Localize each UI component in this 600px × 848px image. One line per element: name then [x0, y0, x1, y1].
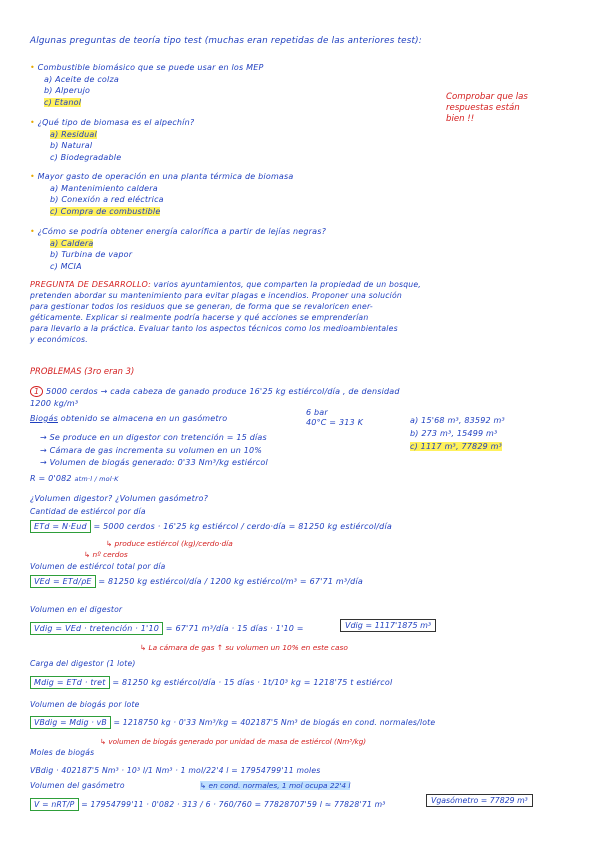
- bullet-icon: •: [30, 118, 38, 127]
- option: b) Conexión a red eléctrica: [50, 195, 164, 204]
- question-text: ¿Qué tipo de biomasa es el alpechín?: [37, 118, 195, 127]
- question-text: Mayor gasto de operación en una planta térmica de biomasa: [37, 172, 294, 181]
- bullet-icon: •: [30, 227, 38, 236]
- statement-line: 1200 kg/m³: [30, 399, 79, 408]
- essay-line: varios ayuntamientos, que comparten la propiedad de un bosque,: [153, 280, 421, 289]
- option: b) Turbina de vapor: [50, 250, 133, 259]
- essay-line: para llevarlo a la práctica. Evaluar tanto los aspectos técnicos como los medioambientales: [30, 324, 398, 333]
- essay-question: [30, 279, 421, 345]
- question-text: Combustible biomásico que se puede usar en los MEP: [37, 63, 264, 72]
- v-equation: [30, 800, 386, 809]
- option: b) Natural: [50, 141, 93, 150]
- answer-option: b) 273 m³, 15499 m³: [410, 429, 498, 438]
- r-units: atm·l / mol·K: [74, 475, 119, 483]
- essay-line: pretenden abordar su mantenimiento para evitar plagas e incendios. Proponer una solución: [30, 291, 402, 300]
- biogas-text: obtenido se almacena en un gasómetro: [60, 414, 228, 423]
- note-text: La cámara de gas ↑ su volumen un 10% en este caso: [148, 643, 348, 652]
- question-2: [30, 117, 194, 163]
- note-text: nº cerdos: [92, 550, 128, 559]
- vb-note: ↳ volumen de biogás generado por unidad de masa de estiércol (Nm³/kg): [100, 737, 367, 746]
- essay-line: y económicos.: [30, 335, 88, 344]
- biogas-line: [30, 414, 227, 423]
- etd-notes: ↳ produce estiércol (kg)/cerdo·día ↳ nº cerdos: [84, 539, 233, 559]
- result-box: Vdig = 1117'1875 m³: [340, 619, 436, 632]
- question-4: [30, 226, 326, 272]
- bullet-text: Se produce en un digestor con tretención = 15 días: [49, 433, 267, 442]
- vdig-equation: [30, 624, 304, 633]
- question-text: ¿Cómo se podría obtener energía calorífica a partir de lejías negras?: [37, 227, 327, 236]
- note-line: Comprobar que las: [446, 92, 528, 102]
- condition: 6 bar: [306, 408, 328, 417]
- note-text: en cond. normales, 1 mol ocupa 22'4 l: [208, 781, 351, 790]
- etd-equation: [30, 522, 392, 531]
- equation-text: = 81250 kg estiércol/día · 15 días · 1t/10³ kg = 1218'75 t estiércol: [112, 678, 393, 687]
- note-line: respuestas están: [446, 103, 520, 113]
- note-text: produce estiércol (kg)/cerdo·día: [114, 539, 233, 548]
- option: a) Mantenimiento caldera: [50, 183, 158, 193]
- equation-text: = 1218750 kg · 0'33 Nm³/kg = 402187'5 Nm³ de biogás en cond. normales/lote: [113, 718, 436, 727]
- essay-line: géticamente. Explicar si realmente podría hacerse y qué acciones se emprenderían: [30, 313, 369, 322]
- formula-box: VBdig = Mdig · vB: [30, 716, 111, 729]
- bullet-icon: •: [30, 63, 38, 72]
- problem-question: ¿Volumen digestor? ¿Volumen gasómetro?: [30, 494, 209, 503]
- option-highlighted: a) Caldera: [50, 238, 94, 248]
- section-label: Volumen en el digestor: [30, 605, 123, 614]
- section-label: Moles de biogás: [30, 748, 95, 757]
- section-label: Carga del digestor (1 lote): [30, 659, 136, 668]
- section-label: Cantidad de estiércol por día: [30, 507, 146, 516]
- r-constant: [30, 474, 119, 483]
- section-label: Volumen de estiércol total por día: [30, 562, 166, 571]
- moles-equation: VBdig · 402187'5 Nm³ · 10³ l/1 Nm³ · 1 mol/22'4 l = 17954799'11 moles: [30, 766, 321, 775]
- option-highlighted: c) Etanol: [44, 97, 82, 107]
- verify-note: [446, 92, 528, 125]
- option: b) Alperujo: [44, 86, 91, 95]
- formula-box: Vdig = VEd · tretención · 1'10: [30, 622, 163, 635]
- equation-text: = 67'71 m³/día · 15 días · 1'10 =: [165, 624, 304, 633]
- option: c) Biodegradable: [50, 152, 122, 162]
- question-3: [30, 171, 294, 217]
- option: c) MCIA: [50, 261, 82, 271]
- problems-title: PROBLEMAS (3ro eran 3): [30, 366, 135, 376]
- note-line: bien !!: [446, 114, 475, 124]
- formula-box: ETd = N·Eud: [30, 520, 91, 533]
- problem-bullets: → Se produce en un digestor con tretención = 15 días → Cámara de gas incrementa su volumen en un 10% → Volumen de biogás generado: 0'33 Nm³/kg estiércol: [40, 433, 268, 467]
- section-label: Volumen del gasómetro: [30, 781, 125, 790]
- problem-number: 1: [30, 386, 43, 397]
- option-highlighted: a) Residual: [50, 129, 97, 139]
- equation-text: = 17954799'11 · 0'082 · 313 / 6 · 760/760 = 77828707'59 l ≈ 77828'71 m³: [81, 800, 386, 809]
- statement-line: 5000 cerdos → cada cabeza de ganado produce 16'25 kg estiércol/día , de densidad: [46, 387, 400, 396]
- section-label: Volumen de biogás por lote: [30, 700, 140, 709]
- note-text: volumen de biogás generado por unidad de masa de estiércol (Nm³/kg): [108, 737, 367, 746]
- option: a) Aceite de colza: [44, 74, 119, 84]
- formula-box: VEd = ETd/ρE: [30, 575, 96, 588]
- result-box: Vgasómetro = 77829 m³: [426, 794, 533, 807]
- gasometer-conditions: [306, 408, 363, 428]
- question-1: [30, 62, 263, 108]
- r-value: R = 0'082: [30, 474, 72, 483]
- answer-option-correct: c) 1117 m³, 77829 m³: [410, 442, 503, 451]
- formula-box: Mdig = ETd · tret: [30, 676, 110, 689]
- answer-option: a) 15'68 m³, 83592 m³: [410, 416, 505, 425]
- bullet-text: Volumen de biogás generado: 0'33 Nm³/kg estiércol: [49, 458, 268, 467]
- formula-box: V = nRT/P: [30, 798, 79, 811]
- vdig-result: [340, 621, 436, 630]
- bullet-icon: •: [30, 172, 38, 181]
- option-highlighted: c) Compra de combustible: [50, 206, 161, 216]
- vb-equation: [30, 718, 435, 727]
- biogas-label: Biogás: [30, 414, 58, 423]
- answer-options: [410, 414, 505, 453]
- mdig-equation: [30, 678, 392, 687]
- moles-note: ↳ en cond. normales, 1 mol ocupa 22'4 l: [200, 781, 351, 790]
- vdig-note: ↳ La cámara de gas ↑ su volumen un 10% en este caso: [140, 643, 348, 652]
- page-heading: Algunas preguntas de teoría tipo test (muchas eran repetidas de las anteriores test):: [30, 36, 422, 46]
- v-result: [426, 796, 533, 805]
- ved-equation: [30, 577, 363, 586]
- equation-text: = 81250 kg estiércol/día / 1200 kg estiércol/m³ = 67'71 m³/día: [98, 577, 363, 586]
- bullet-text: Cámara de gas incrementa su volumen en un 10%: [49, 445, 263, 455]
- essay-line: para gestionar todos los residuos que se generan, de forma que se revaloricen ener-: [30, 302, 373, 311]
- problem-statement: [30, 386, 400, 410]
- condition: 40°C = 313 K: [306, 418, 364, 427]
- equation-text: = 5000 cerdos · 16'25 kg estiércol / cerdo·día = 81250 kg estiércol/día: [93, 522, 392, 531]
- essay-label: PREGUNTA DE DESARROLLO:: [30, 280, 151, 289]
